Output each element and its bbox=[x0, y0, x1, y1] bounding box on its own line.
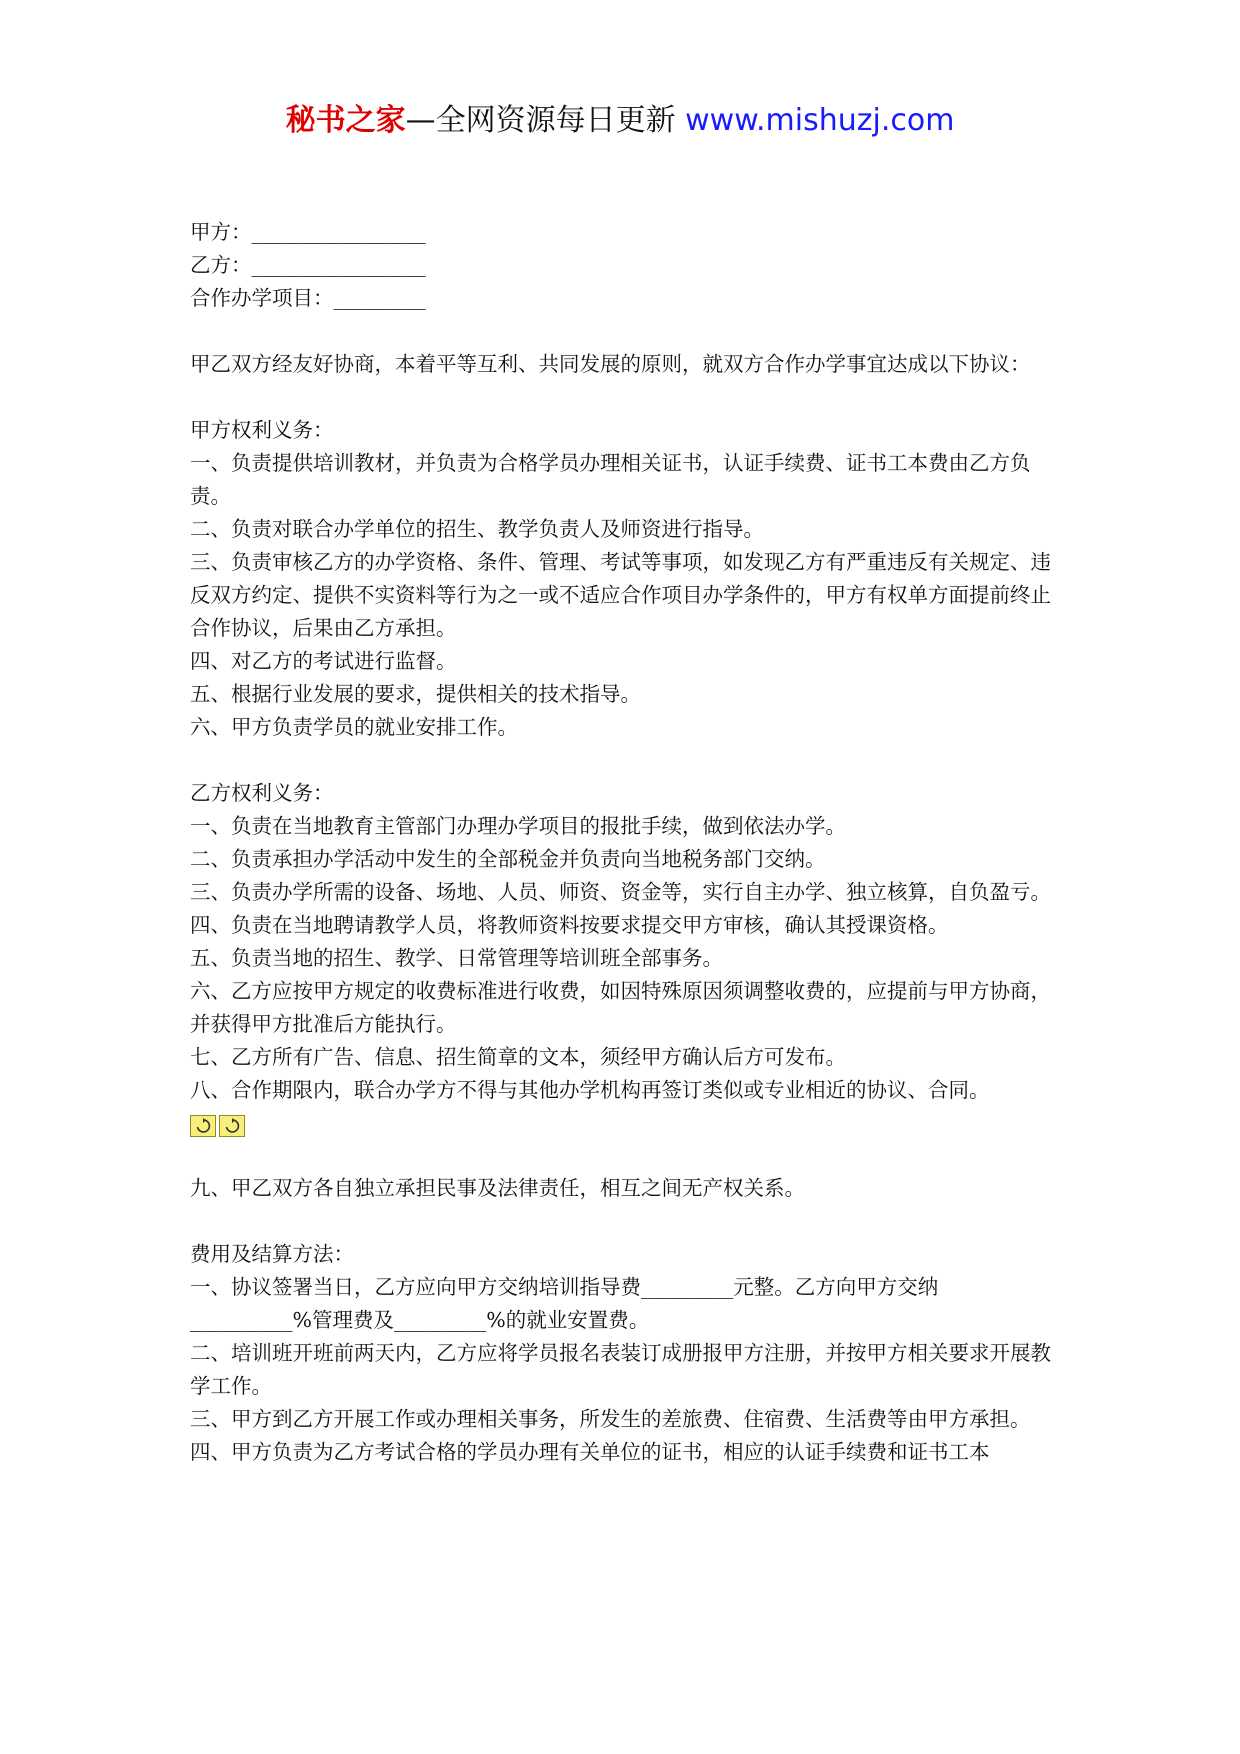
header-tagline: —全网资源每日更新 bbox=[405, 103, 686, 138]
party-b-field: 乙方：_________________ bbox=[190, 253, 426, 277]
section-b-item: 四、负责在当地聘请教学人员，将教师资料按要求提交甲方审核，确认其授课资格。 bbox=[190, 913, 949, 937]
section-a-item: 三、负责审核乙方的办学资格、条件、管理、考试等事项，如发现乙方有严重违反有关规定、违反双方约定、提供不实资料等行为之一或不适应合作项目办学条件的，甲方有权单方面提前终止合作协议，后果由乙方承担。 bbox=[190, 550, 1051, 640]
site-header bbox=[0, 100, 1240, 142]
brand-name: 秘书之家 bbox=[285, 103, 406, 138]
agreement-body bbox=[190, 216, 1052, 1469]
refresh-icon[interactable] bbox=[190, 1115, 216, 1137]
section-a-item: 五、根据行业发展的要求，提供相关的技术指导。 bbox=[190, 682, 641, 706]
party-a-field: 甲方：_________________ bbox=[190, 220, 426, 244]
fees-item: 二、培训班开班前两天内，乙方应将学员报名表装订成册报甲方注册，并按甲方相关要求开展教学工作。 bbox=[190, 1341, 1051, 1398]
section-b-item: 八、合作期限内，联合办学方不得与其他办学机构再签订类似或专业相近的协议、合同。 bbox=[190, 1078, 990, 1102]
section-b-item: 七、乙方所有广告、信息、招生简章的文本，须经甲方确认后方可发布。 bbox=[190, 1045, 846, 1069]
section-a-item: 一、负责提供培训教材，并负责为合格学员办理相关证书，认证手续费、证书工本费由乙方负责。 bbox=[190, 451, 1031, 508]
fees-item: 三、甲方到乙方开展工作或办理相关事务，所发生的差旅费、住宿费、生活费等由甲方承担。 bbox=[190, 1407, 1031, 1431]
embedded-icons bbox=[190, 1115, 1052, 1139]
section-b-item: 六、乙方应按甲方规定的收费标准进行收费，如因特殊原因须调整收费的，应提前与甲方协商，并获得甲方批准后方能执行。 bbox=[190, 979, 1051, 1036]
section-a-item: 四、对乙方的考试进行监督。 bbox=[190, 649, 457, 673]
fees-item: 四、甲方负责为乙方考试合格的学员办理有关单位的证书，相应的认证手续费和证书工本 bbox=[190, 1440, 990, 1464]
header-url-link[interactable]: www.mishuzj.com bbox=[685, 103, 955, 138]
refresh-icon[interactable] bbox=[219, 1115, 245, 1137]
section-b-item: 五、负责当地的招生、教学、日常管理等培训班全部事务。 bbox=[190, 946, 723, 970]
section-b-title: 乙方权利义务： bbox=[190, 781, 334, 805]
section-a-title: 甲方权利义务： bbox=[190, 418, 334, 442]
section-a-item: 二、负责对联合办学单位的招生、教学负责人及师资进行指导。 bbox=[190, 517, 764, 541]
intro-paragraph: 甲乙双方经友好协商，本着平等互利、共同发展的原则，就双方合作办学事宜达成以下协议： bbox=[190, 352, 1031, 376]
section-b-item: 一、负责在当地教育主管部门办理办学项目的报批手续，做到依法办学。 bbox=[190, 814, 846, 838]
section-a-item: 六、甲方负责学员的就业安排工作。 bbox=[190, 715, 518, 739]
section-b-item: 三、负责办学所需的设备、场地、人员、师资、资金等，实行自主办学、独立核算，自负盈亏。 bbox=[190, 880, 1051, 904]
project-field: 合作办学项目：_________ bbox=[190, 286, 426, 310]
fees-title: 费用及结算方法： bbox=[190, 1242, 354, 1266]
clause-nine: 九、甲乙双方各自独立承担民事及法律责任，相互之间无产权关系。 bbox=[190, 1176, 805, 1200]
fees-item: 一、协议签署当日，乙方应向甲方交纳培训指导费_________元整。乙方向甲方交纳__________%管理费及_________%的就业安置费。 bbox=[190, 1275, 939, 1332]
section-b-item: 二、负责承担办学活动中发生的全部税金并负责向当地税务部门交纳。 bbox=[190, 847, 826, 871]
